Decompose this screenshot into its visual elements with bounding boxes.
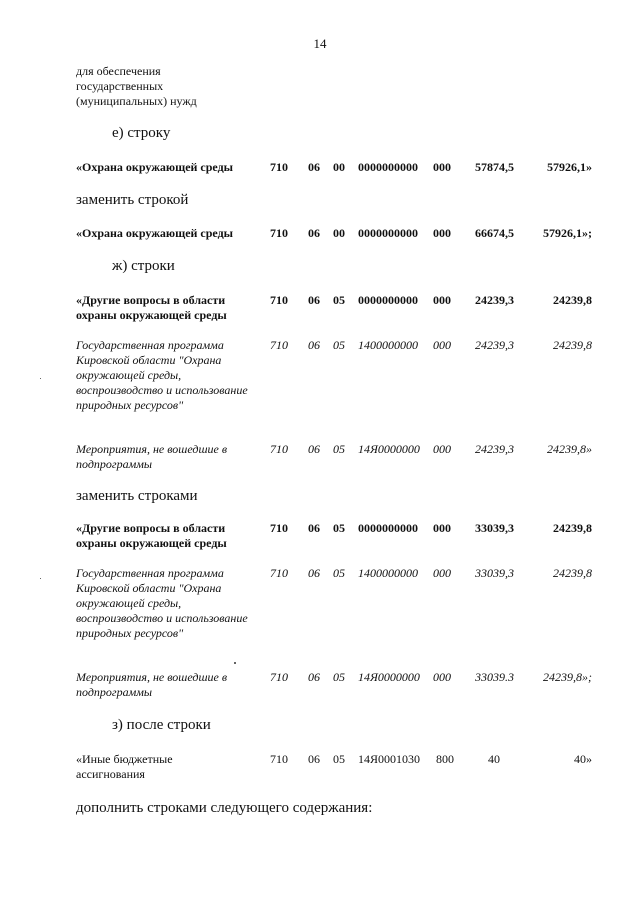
row-rz: 06 <box>308 670 320 684</box>
caption-append: дополнить строками следующего содержания: <box>76 800 373 816</box>
row-name: Государственная программа Кировской области "Охрана окружающей среды, воспроизводство и использование природных ресурсов" <box>76 566 248 640</box>
row-rz: 06 <box>308 521 320 535</box>
row-vr: 000 <box>433 160 451 174</box>
row-vr: 000 <box>433 566 451 580</box>
row-csr: 0000000000 <box>358 293 418 307</box>
page-number: 14 <box>313 36 327 51</box>
row-name: «Охрана окружающей среды <box>76 226 234 240</box>
row-pr: 00 <box>333 160 345 174</box>
intro-text <box>76 64 197 109</box>
row-rz: 06 <box>308 160 320 174</box>
row-kvsr: 710 <box>270 338 288 352</box>
row-kvsr: 710 <box>270 670 288 684</box>
row-kvsr: 710 <box>270 160 288 174</box>
row-value-1: 40 <box>488 752 500 766</box>
row-name: Мероприятия, не вошедшие в подпрограммы <box>76 442 228 471</box>
row-vr: 000 <box>433 442 451 456</box>
row-value-2: 57926,1»; <box>543 226 592 240</box>
row-rz: 06 <box>308 226 320 240</box>
row-vr: 000 <box>433 226 451 240</box>
row-value-1: 24239,3 <box>475 338 514 352</box>
row-vr: 000 <box>433 293 451 307</box>
row-kvsr: 710 <box>270 442 288 456</box>
row-value-2: 24239,8 <box>553 293 592 307</box>
intro-line: для обеспечения <box>76 64 161 78</box>
row-rz: 06 <box>308 566 320 580</box>
row-value-1: 24239,3 <box>475 442 514 456</box>
intro-line: государственных <box>76 79 164 93</box>
row-name: «Другие вопросы в области охраны окружающей среды <box>76 293 227 322</box>
row-csr: 14Я0000000 <box>358 442 420 456</box>
row-value-2: 24239,8 <box>553 338 592 352</box>
caption-z: з) после строки <box>112 717 211 733</box>
row-csr: 14Я0000000 <box>358 670 420 684</box>
row-name: Государственная программа Кировской области "Охрана окружающей среды, воспроизводство и использование природных ресурсов" <box>76 338 248 412</box>
row-rz: 06 <box>308 752 320 766</box>
scan-speck <box>234 662 236 664</box>
row-rz: 06 <box>308 293 320 307</box>
row-value-2: 40» <box>574 752 592 766</box>
row-pr: 05 <box>333 566 345 580</box>
row-pr: 05 <box>333 293 345 307</box>
row-csr: 1400000000 <box>358 566 418 580</box>
row-csr: 0000000000 <box>358 226 418 240</box>
row-name: «Другие вопросы в области охраны окружающей среды <box>76 521 227 550</box>
row-kvsr: 710 <box>270 752 288 766</box>
scan-speck <box>40 378 41 379</box>
intro-line: (муниципальных) нужд <box>76 94 197 108</box>
row-rz: 06 <box>308 442 320 456</box>
row-value-1: 33039,3 <box>475 521 514 535</box>
row-vr: 800 <box>436 752 454 766</box>
caption-e: е) строку <box>112 125 171 141</box>
row-kvsr: 710 <box>270 293 288 307</box>
row-rz: 06 <box>308 338 320 352</box>
row-kvsr: 710 <box>270 226 288 240</box>
row-vr: 000 <box>433 338 451 352</box>
row-name: «Иные бюджетные ассигнования <box>76 752 173 781</box>
row-csr: 0000000000 <box>358 521 418 535</box>
row-pr: 05 <box>333 338 345 352</box>
row-pr: 00 <box>333 226 345 240</box>
row-pr: 05 <box>333 442 345 456</box>
row-kvsr: 710 <box>270 521 288 535</box>
row-csr: 1400000000 <box>358 338 418 352</box>
row-pr: 05 <box>333 521 345 535</box>
row-value-2: 24239,8 <box>553 566 592 580</box>
row-value-1: 33039,3 <box>475 566 514 580</box>
row-name: «Охрана окружающей среды <box>76 160 234 174</box>
row-value-2: 57926,1» <box>547 160 592 174</box>
scan-speck <box>40 578 41 579</box>
row-value-1: 57874,5 <box>475 160 514 174</box>
row-kvsr: 710 <box>270 566 288 580</box>
caption-replace-rows: заменить строками <box>76 488 198 504</box>
row-value-1: 24239,3 <box>475 293 514 307</box>
caption-replace-row: заменить строкой <box>76 192 189 208</box>
row-pr: 05 <box>333 752 345 766</box>
row-value-2: 24239,8 <box>553 521 592 535</box>
row-value-1: 33039.3 <box>475 670 514 684</box>
row-vr: 000 <box>433 521 451 535</box>
row-csr: 14Я0001030 <box>358 752 421 766</box>
row-vr: 000 <box>433 670 451 684</box>
caption-zh: ж) строки <box>112 258 175 274</box>
row-name: Мероприятия, не вошедшие в подпрограммы <box>76 670 228 699</box>
row-pr: 05 <box>333 670 345 684</box>
row-csr: 0000000000 <box>358 160 418 174</box>
row-value-2: 24239,8»; <box>543 670 592 684</box>
row-value-2: 24239,8» <box>547 442 592 456</box>
row-value-1: 66674,5 <box>475 226 514 240</box>
